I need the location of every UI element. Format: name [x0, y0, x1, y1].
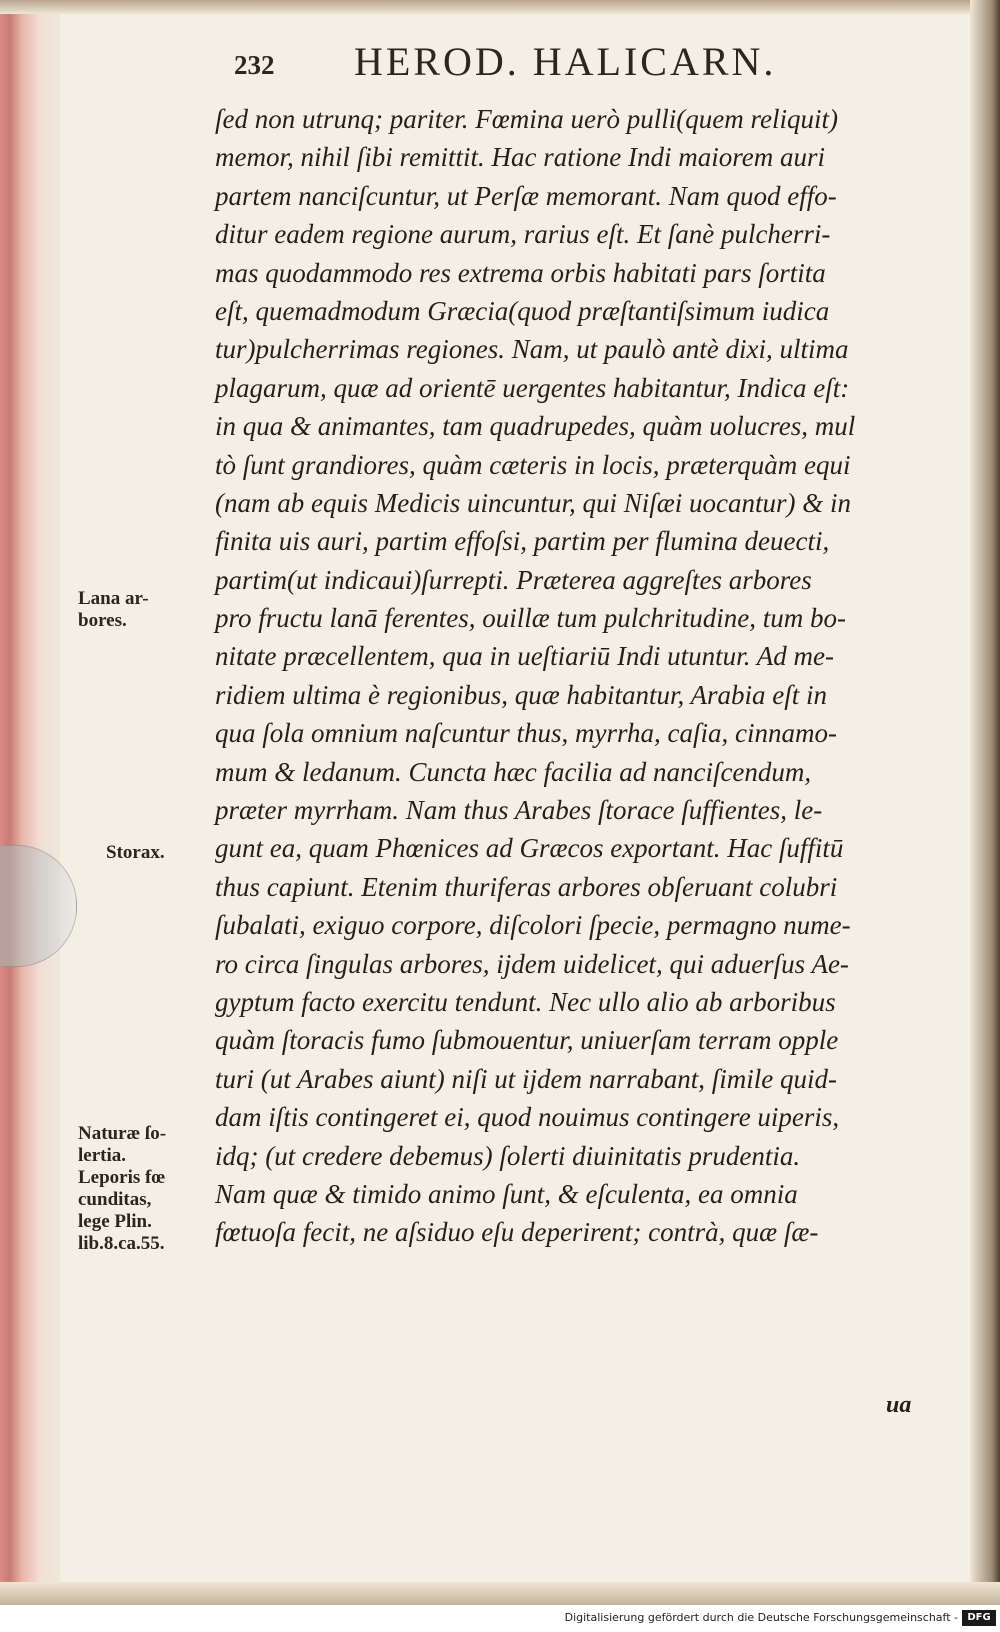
margin-note-line: lege Plin.	[78, 1211, 152, 1232]
text-line: memor, nihil ſibi remittit. Hac ratione Indi maiorem auri	[215, 142, 825, 173]
text-line: quàm ſtoracis fumo ſubmouentur, uniuerſam terram opple	[215, 1025, 839, 1056]
book-edge-right	[970, 0, 1000, 1605]
text-line: idq; (ut credere debemus) ſolerti diuinitatis prudentia.	[215, 1140, 801, 1171]
margin-note-line: Lana ar-	[78, 588, 149, 609]
margin-note-line: lib.8.ca.55.	[78, 1233, 165, 1254]
funding-credit: Digitalisierung gefördert durch die Deutsche Forschungsgemeinschaft -	[564, 1611, 958, 1624]
text-line: (nam ab equis Medicis uincuntur, qui Niſæi uocantur) & in	[215, 487, 851, 518]
margin-note-line: Leporis fœ	[78, 1167, 166, 1188]
text-line: ditur eadem regione aurum, rarius eſt. Et ſanè pulcherri-	[215, 219, 831, 250]
text-line: gyptum facto exercitu tendunt. Nec ullo alio ab arboribus	[215, 986, 836, 1017]
text-line: partim(ut indicaui)ſurrepti. Præterea aggreſtes arbores	[215, 564, 812, 595]
text-line: ſubalati, exiguo corpore, diſcolori ſpecie, permagno nume-	[215, 910, 851, 941]
text-line: ſed non utrunq; pariter. Fœmina uerò pulli(quem reliquit)	[215, 104, 838, 134]
page-header	[234, 38, 924, 88]
margin-note-line: cunditas,	[78, 1189, 152, 1210]
margin-note-lana	[78, 588, 149, 632]
text-line: nitate præcellentem, qua in ueſtiariū Indi utuntur. Ad me-	[215, 641, 834, 672]
text-line: ridiem ultima è regionibus, quæ habitantur, Arabia eſt in	[215, 679, 828, 710]
text-line: mum & ledanum. Cuncta hæc facilia ad nanciſcendum,	[215, 756, 812, 787]
text-line: partem nanciſcuntur, ut Perſæ memorant. Nam quod effo-	[215, 180, 837, 211]
footer-bar	[0, 1605, 1000, 1632]
book-edge-left	[0, 0, 60, 1605]
text-line: thus capiunt. Etenim thuriferas arbores obſeruant colubri	[215, 871, 838, 902]
text-line: turi (ut Arabes aiunt) niſi ut ijdem narrabant, ſimile quid-	[215, 1063, 837, 1094]
margin-note-line: Naturæ ſo-	[78, 1123, 167, 1144]
dfg-logo: DFG	[962, 1610, 996, 1626]
catchword: ua	[886, 1392, 912, 1418]
margin-note-line: bores.	[78, 610, 127, 631]
margin-note-line: lertia.	[78, 1145, 127, 1166]
text-line: præter myrrham. Nam thus Arabes ſtorace ſuffientes, le-	[215, 795, 823, 826]
running-title: HEROD. HALICARN.	[354, 39, 777, 84]
text-line: plagarum, quæ ad orientē uergentes habitantur, Indica eſt:	[215, 372, 850, 403]
text-line: gunt ea, quam Phœnices ad Græcos exportant. Hac ſuffitū	[215, 833, 844, 864]
text-line: ro circa ſingulas arbores, ijdem uidelicet, qui aduerſus Ae-	[215, 948, 849, 979]
text-line: tò ſunt grandiores, quàm cæteris in locis, præterquàm equi	[215, 449, 851, 480]
margin-note-line: Storax.	[106, 842, 165, 863]
text-line: tur)pulcherrimas regiones. Nam, ut paulò antè dixi, ultima	[215, 334, 849, 365]
text-line: qua ſola omnium naſcuntur thus, myrrha, caſia, cinnamo-	[215, 718, 837, 749]
book-edge-top	[0, 0, 1000, 14]
margin-note-storax	[106, 842, 165, 864]
text-line: Nam quæ & timido animo ſunt, & eſculenta, ea omnia	[215, 1178, 798, 1209]
margin-note-naturae	[78, 1123, 166, 1255]
text-line: in qua & animantes, tam quadrupedes, quàm uolucres, mul	[215, 411, 856, 442]
text-line: eſt, quemadmodum Græcia(quod præſtantiſsimum iudica	[215, 295, 830, 326]
text-line: finita uis auri, partim effoſsi, partim per flumina deuecti,	[215, 526, 830, 557]
page-clip	[0, 845, 77, 967]
main-text	[215, 100, 935, 1252]
text-line: fœtuoſa fecit, ne aſsiduo eſu deperirent; contrà, quæ ſæ-	[215, 1217, 819, 1248]
text-line: pro fructu lanā ferentes, ouillæ tum pulchritudine, tum bo-	[215, 603, 846, 634]
text-line: dam iſtis contingeret ei, quod nouimus contingere uiperis,	[215, 1102, 840, 1133]
text-line: mas quodammodo res extrema orbis habitati pars ſortita	[215, 257, 826, 288]
book-edge-bottom	[0, 1582, 1000, 1605]
page-number: 232	[234, 50, 275, 80]
